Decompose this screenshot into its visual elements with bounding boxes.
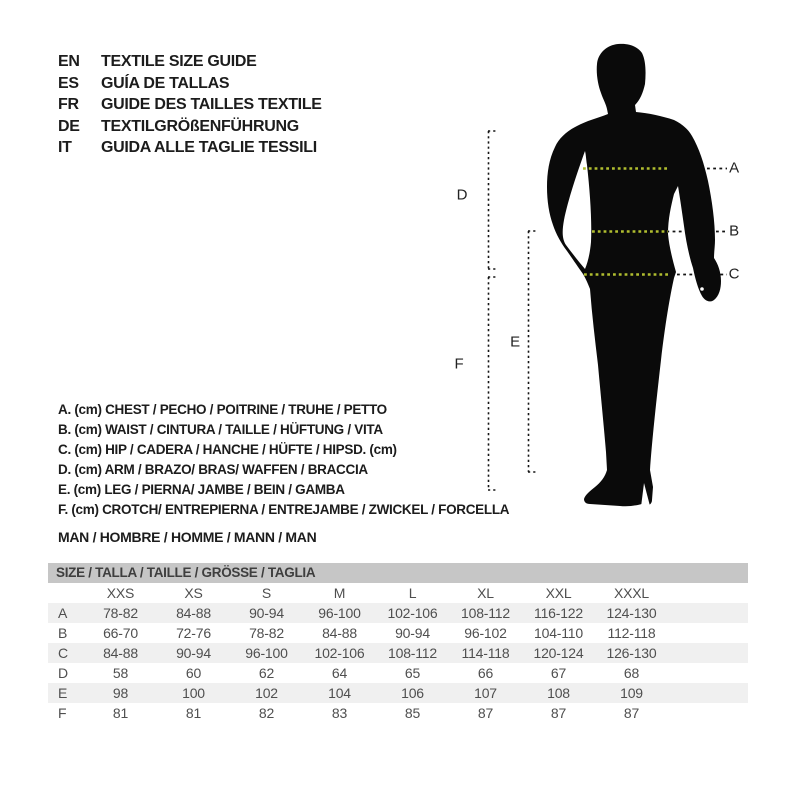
finger-highlight (700, 287, 704, 291)
lang-title: TEXTILE SIZE GUIDE (101, 53, 257, 70)
cell: 109 (620, 685, 643, 701)
lang-title: TEXTILGRÖßENFÜHRUNG (101, 117, 299, 135)
lang-title: GUÍA DE TALLAS (101, 74, 230, 92)
marker-label-a: A (729, 159, 739, 177)
cell: 65 (404, 665, 421, 681)
marker-label-f: F (454, 355, 464, 373)
legend-leg: E. (cm) LEG / PIERNA/ JAMBE / BEIN / GAMBA (58, 482, 345, 497)
cell: 67 (550, 665, 567, 681)
cell: 116-122 (534, 605, 583, 621)
size-row-a (48, 603, 748, 623)
lang-code: EN (58, 53, 80, 70)
cell: 87 (477, 705, 494, 721)
cell: 66-70 (103, 625, 138, 641)
lang-code: ES (58, 74, 79, 92)
man-silhouette (547, 44, 721, 506)
size-col-xs: XS (184, 585, 203, 601)
size-col-s: S (261, 585, 272, 601)
size-table-title: SIZE / TALLA / TAILLE / GRÖSSE / TAGLIA (48, 563, 748, 583)
size-table (48, 563, 748, 723)
lang-row-it (58, 137, 322, 159)
filler-cell (668, 703, 748, 723)
lang-code: FR (58, 96, 79, 114)
cell: 96-102 (464, 625, 507, 641)
legend-crotch: F. (cm) CROTCH/ ENTREPIERNA / ENTREJAMBE / ZWICKEL / FORCELLA (58, 502, 510, 517)
legend-arm: D. (cm) ARM / BRAZO/ BRAS/ WAFFEN / BRACCIA (58, 462, 368, 477)
size-table-grid (48, 583, 748, 723)
legend-chest: A. (cm) CHEST / PECHO / POITRINE / TRUHE / PETTO (58, 402, 387, 417)
cell: 102-106 (314, 645, 365, 661)
size-col-xxxl: XXXL (614, 585, 649, 601)
size-col-l: L (408, 585, 417, 601)
language-title-block (58, 51, 322, 159)
cell: 102-106 (387, 605, 438, 621)
cell: 96-100 (318, 605, 361, 621)
legend-hip: C. (cm) HIP / CADERA / HANCHE / HÜFTE / HIPSD. (cm) (58, 442, 397, 457)
cell: 100 (182, 685, 205, 701)
marker-label-c: C (728, 265, 740, 283)
filler-cell (668, 583, 748, 603)
lang-code: IT (58, 139, 72, 157)
size-col-m: M (333, 585, 346, 601)
size-col-xl: XL (477, 585, 494, 601)
size-row-e (48, 683, 748, 703)
cell: 85 (404, 705, 421, 721)
cell: 60 (185, 665, 202, 681)
corner-cell (48, 583, 84, 603)
filler-cell (668, 663, 748, 683)
cell: 87 (623, 705, 640, 721)
cell: 64 (331, 665, 348, 681)
category-man-label: MAN / HOMBRE / HOMME / MANN / MAN (58, 529, 317, 545)
cell: 90-94 (176, 645, 211, 661)
row-label: B (58, 625, 68, 641)
cell: 72-76 (176, 625, 211, 641)
row-label: D (58, 665, 68, 681)
lang-row-fr (58, 94, 322, 116)
cell: 104-110 (534, 625, 583, 641)
size-col-xxl: XXL (545, 585, 572, 601)
filler-cell (668, 603, 748, 623)
cell: 81 (112, 705, 129, 721)
measurement-legend (58, 400, 509, 520)
cell: 82 (258, 705, 275, 721)
cell: 126-130 (606, 645, 657, 661)
cell: 114-118 (461, 645, 510, 661)
cell: 120-124 (533, 645, 584, 661)
cell: 58 (112, 665, 129, 681)
lang-title: GUIDE DES TAILLES TEXTILE (101, 96, 322, 114)
cell: 78-82 (249, 625, 284, 641)
size-row-d (48, 663, 748, 683)
cell: 112-118 (607, 625, 656, 641)
cell: 90-94 (395, 625, 430, 641)
row-label: F (58, 705, 67, 721)
cell: 108-112 (388, 645, 437, 661)
finger-highlight (699, 295, 702, 298)
cell: 90-94 (249, 605, 284, 621)
cell: 66 (477, 665, 494, 681)
cell: 104 (328, 685, 351, 701)
cell: 108 (547, 685, 570, 701)
filler-cell (668, 623, 748, 643)
cell: 84-88 (322, 625, 357, 641)
size-row-b (48, 623, 748, 643)
cell: 96-100 (245, 645, 288, 661)
cell: 98 (112, 685, 129, 701)
marker-label-e: E (510, 333, 520, 351)
lang-title: GUIDA ALLE TAGLIE TESSILI (101, 139, 317, 157)
size-row-c (48, 643, 748, 663)
filler-cell (668, 643, 748, 663)
lang-row-de (58, 116, 322, 138)
cell: 81 (185, 705, 202, 721)
row-label: E (58, 685, 68, 701)
cell: 84-88 (103, 645, 138, 661)
size-columns-row (48, 583, 748, 603)
marker-label-b: B (729, 222, 739, 240)
marker-label-d: D (456, 186, 468, 204)
cell: 62 (258, 665, 275, 681)
cell: 78-82 (103, 605, 138, 621)
row-label: A (58, 605, 68, 621)
lang-code: DE (58, 117, 80, 135)
size-row-f (48, 703, 748, 723)
cell: 87 (550, 705, 567, 721)
cell: 106 (401, 685, 424, 701)
cell: 108-112 (461, 605, 510, 621)
cell: 83 (331, 705, 348, 721)
row-label: C (58, 645, 68, 661)
cell: 124-130 (606, 605, 657, 621)
cell: 68 (623, 665, 640, 681)
cell: 102 (255, 685, 278, 701)
size-col-xxs: XXS (106, 585, 135, 601)
lang-row-es (58, 73, 322, 95)
cell: 84-88 (176, 605, 211, 621)
legend-waist: B. (cm) WAIST / CINTURA / TAILLE / HÜFTUNG / VITA (58, 422, 383, 437)
lang-row-en (58, 51, 322, 73)
cell: 107 (474, 685, 497, 701)
filler-cell (668, 683, 748, 703)
